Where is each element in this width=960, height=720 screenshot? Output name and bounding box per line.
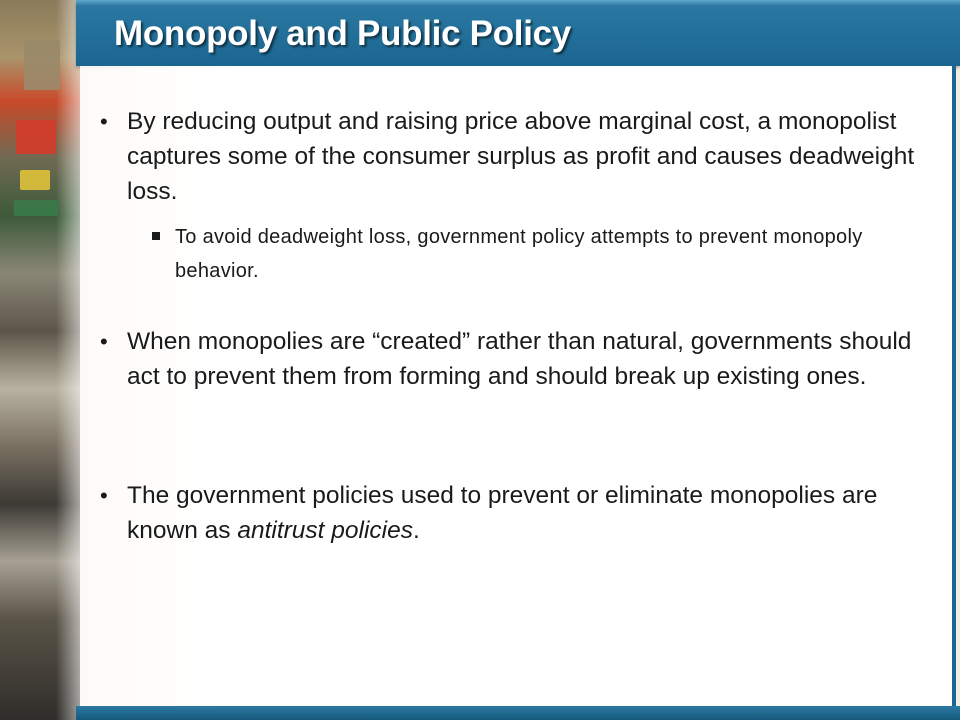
bottom-band (76, 706, 960, 720)
shop-sign-decoration (20, 170, 50, 190)
shop-sign-decoration (16, 120, 56, 154)
bullet-item (100, 104, 920, 209)
slide-title: Monopoly and Public Policy (114, 14, 571, 53)
bullet-item (100, 478, 920, 548)
street-photo-strip (0, 0, 80, 720)
bullet-dot-icon: • (100, 109, 108, 134)
sub-bullet-text: To avoid deadweight loss, government policy attempts to prevent monopoly behavior. (175, 226, 863, 282)
bullet-dot-icon: • (100, 483, 108, 508)
shop-sign-decoration (14, 200, 58, 216)
bullet-dot-icon: • (100, 329, 108, 354)
antitrust-term: antitrust policies (237, 517, 413, 544)
bullet-text (127, 478, 920, 548)
bullet-text: When monopolies are “created” rather than natural, governments should act to prevent them from forming and should break up existing ones. (127, 328, 912, 390)
bullet-text-part: . (412, 517, 420, 544)
square-bullet-icon (152, 232, 160, 240)
bullet-text: By reducing output and raising price above marginal cost, a monopolist captures some of the consumer surplus as profit and causes deadweight loss. (127, 108, 915, 205)
bullet-text-part: The government policies used to prevent or eliminate monopolies are known as (127, 482, 878, 544)
sub-bullet-item (152, 220, 872, 288)
building-decoration (24, 40, 60, 90)
bullet-item (100, 324, 920, 394)
